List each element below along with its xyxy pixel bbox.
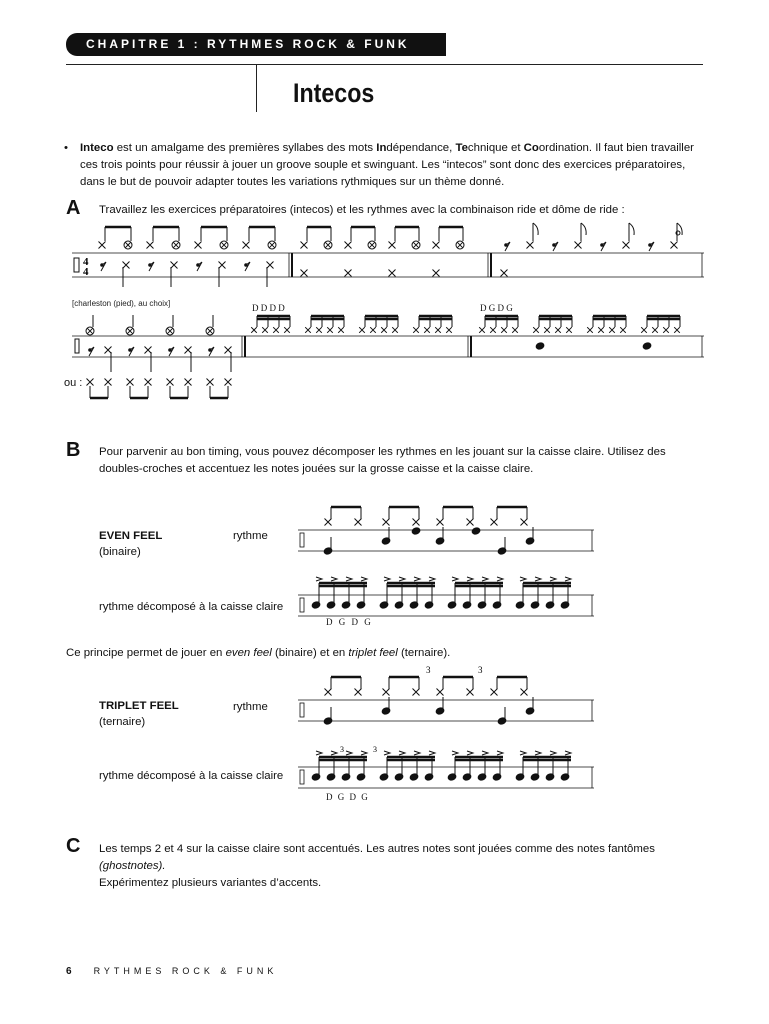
ternaire-label: (ternaire) <box>99 716 146 728</box>
principe-italic-2: triplet feel <box>348 647 398 659</box>
sticking-dddd: D D D D <box>252 303 285 313</box>
sticking-even: D G D G <box>326 617 371 627</box>
intro-bold-4: Co <box>523 142 539 154</box>
section-c-letter: C <box>66 835 81 857</box>
footer-title: RYTHMES ROCK & FUNK <box>93 966 278 976</box>
triplet-mark-1: 3 <box>426 665 431 675</box>
section-a-text: Travaillez les exercices préparatoires (intecos) et les rythmes avec la combinaison ride et dôme de ride : <box>99 204 625 216</box>
svg-text:4: 4 <box>83 266 89 278</box>
sticking-triplet: D G D G <box>326 792 368 802</box>
ou-label: ou : <box>64 377 83 389</box>
rythme-label-2: rythme <box>233 701 268 713</box>
sticking-dgdg-a: D G D G <box>480 303 513 313</box>
section-b-text: Pour parvenir au bon timing, vous pouvez décomposer les rythmes en les jouant sur la caisse claire. Utilisez des doubles-croches et accentuez les notes jouées sur la grosse caisse et la caisse claire. <box>99 446 666 475</box>
intro-text-1: est un amalgame des premières syllabes des mots <box>113 142 377 154</box>
triplet-mark-2: 3 <box>478 665 483 675</box>
section-c-text <box>99 841 709 892</box>
intro-bold-3: Te <box>455 142 468 154</box>
chapter-header <box>66 33 446 56</box>
principe-italic-1: even feel <box>225 647 272 659</box>
page-number: 6 <box>66 966 72 977</box>
principe-part-2: (binaire) et en <box>271 647 349 659</box>
even-feel-title: EVEN FEEL <box>99 530 163 542</box>
intro-text-4: ordination. Il faut bien travailler ces trois points pour réussir à jouer un groove souple et swinguant. Les “intecos” sont donc des exercices préparatoires, dans le but de pouvoir adapter toutes les variations rythmiques sur un thème donné. <box>80 142 694 188</box>
score-a-line1 <box>72 225 704 295</box>
intro-text-3: chnique et <box>467 142 524 154</box>
chapter-label: CHAPITRE 1 : RYTHMES ROCK & FUNK <box>86 37 410 51</box>
triplet-feel-title: TRIPLET FEEL <box>99 700 179 712</box>
triplet-mark-4: 3 <box>373 745 377 754</box>
section-c-italic: (ghostnotes). <box>99 860 166 872</box>
section-c-part-1: Les temps 2 et 4 sur la caisse claire sont accentués. Les autres notes sont jouées comme des notes fantômes <box>99 843 655 855</box>
principe-text <box>66 645 450 662</box>
principe-part-1: Ce principe permet de jouer en <box>66 647 226 659</box>
charleston-note: [charleston (pied), au choix] <box>72 299 171 308</box>
section-b-letter: B <box>66 439 81 461</box>
bullet: • <box>64 142 68 154</box>
triplet-mark-3: 3 <box>340 745 344 754</box>
section-c-part-2: Expérimentez plusieurs variantes d’accents. <box>99 877 322 889</box>
intro-bold-2: In <box>376 142 387 154</box>
score-triplet-decompose <box>298 743 594 793</box>
triplet-feel-label <box>99 700 179 712</box>
decompose-label-1: rythme décomposé à la caisse claire <box>99 601 284 613</box>
binaire-label: (binaire) <box>99 546 141 558</box>
score-a-line2 <box>72 320 704 400</box>
decompose-label-2: rythme décomposé à la caisse claire <box>99 770 284 782</box>
score-triplet-rythme <box>298 665 594 735</box>
svg-text:4: 4 <box>83 256 89 268</box>
intro-paragraph <box>64 140 704 191</box>
page-title: Intecos <box>293 78 375 108</box>
header-rule <box>66 64 703 65</box>
intro-bold-1: Inteco <box>80 142 114 154</box>
section-a-letter: A <box>66 197 81 219</box>
title-divider <box>256 64 257 112</box>
intro-text-2: dépendance, <box>386 142 456 154</box>
principe-part-3: (ternaire). <box>397 647 451 659</box>
footer <box>66 966 277 977</box>
even-feel-label <box>99 530 162 542</box>
rythme-label-1: rythme <box>233 530 268 542</box>
score-even-rythme <box>298 505 594 565</box>
